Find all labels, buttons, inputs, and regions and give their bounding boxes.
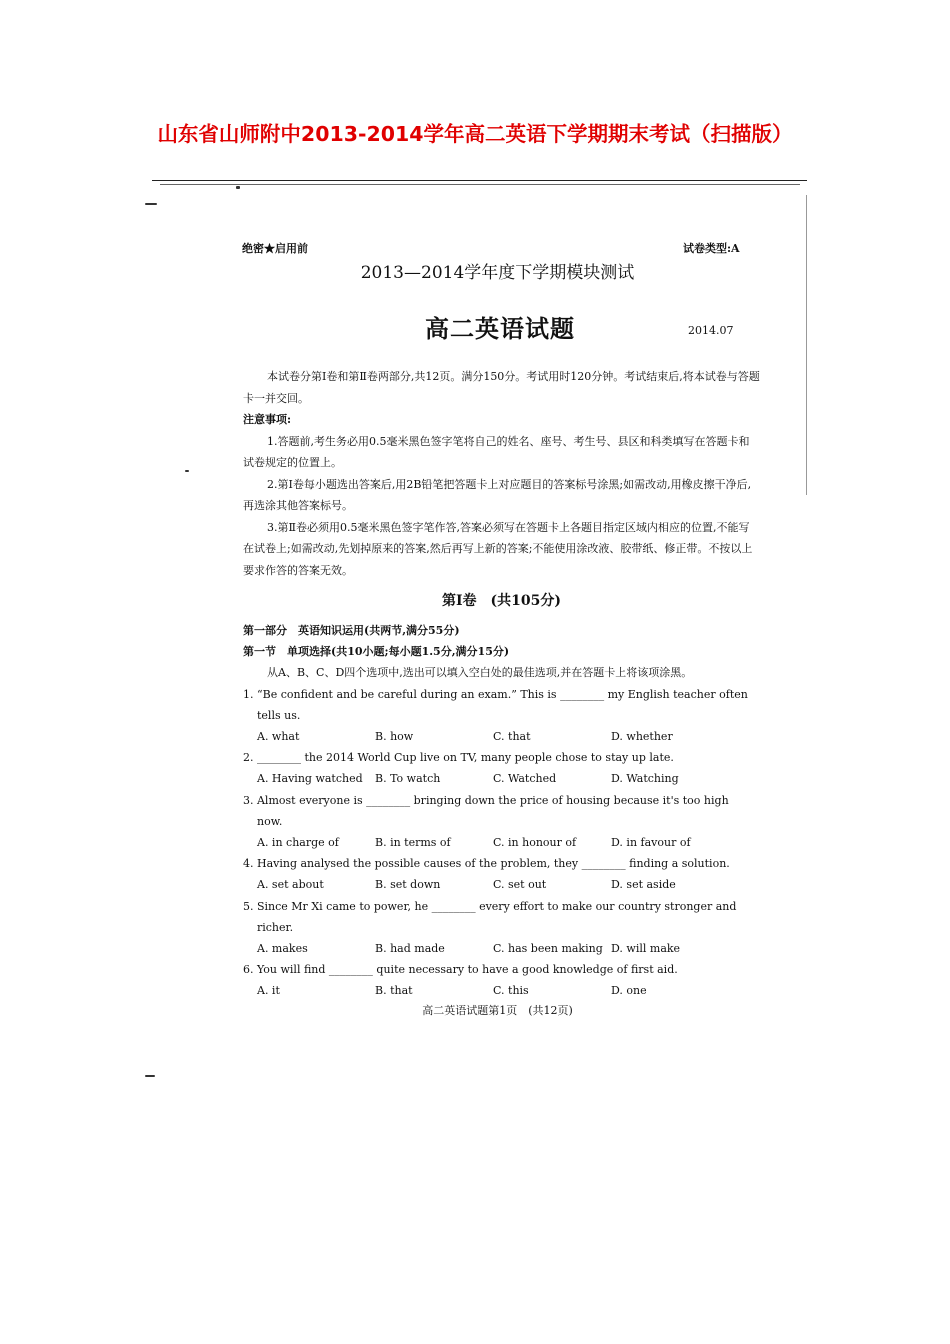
exam-title: 高二英语试题 bbox=[425, 314, 575, 343]
scan-speck bbox=[236, 186, 240, 189]
option-b: B. that bbox=[375, 984, 413, 998]
option-d: D. will make bbox=[611, 942, 681, 956]
exam-date: 2014.07 bbox=[688, 324, 734, 337]
note-2: 2.第Ⅰ卷每小题选出答案后,用2B铅笔把答题卡上对应题目的答案标号涂黑;如需改动,用橡皮擦干净后,再选涂其他答案标号。 bbox=[243, 477, 752, 512]
question-5-text: 5. Since Mr Xi came to power, he ________ every effort to make our country stronger and bbox=[243, 899, 737, 913]
option-a: A. makes bbox=[257, 942, 308, 956]
note-3: 3.第Ⅱ卷必须用0.5毫米黑色签字笔作答,答案必须写在答题卡上各题目指定区域内相应的位置,不能写在试卷上;如需改动,先划掉原来的答案,然后再写上新的答案;不能使用涂改液、胶带纸、修正带。不按以上要求作答的答案无效。 bbox=[243, 520, 753, 577]
question-3-options bbox=[243, 832, 760, 853]
paper-type: 试卷类型:A bbox=[683, 242, 740, 255]
question-4-text: 4. Having analysed the possible causes of the problem, they ________ finding a solution. bbox=[243, 857, 730, 871]
option-d: D. Watching bbox=[611, 772, 679, 786]
question-5-cont: richer. bbox=[257, 920, 294, 934]
question-4-options bbox=[243, 874, 760, 895]
question-6-options bbox=[243, 980, 760, 1001]
question-1-text: 1. “Be confident and be careful during an exam.” This is ________ my English teacher often bbox=[243, 687, 748, 701]
question-2-options bbox=[243, 768, 760, 789]
option-c: C. has been making bbox=[493, 942, 603, 956]
banner-title: 山东省山师附中2013-2014学年高二英语下学期期末考试（扫描版） bbox=[157, 122, 793, 146]
option-c: C. that bbox=[493, 730, 531, 744]
option-b: B. To watch bbox=[375, 772, 441, 786]
secret-label: 绝密★启用前 bbox=[242, 242, 308, 255]
question-1-options bbox=[243, 726, 760, 747]
scan-speck bbox=[145, 203, 157, 205]
question-3-cont: now. bbox=[257, 814, 283, 828]
option-a: A. in charge of bbox=[257, 836, 339, 850]
option-a: A. Having watched bbox=[257, 772, 363, 786]
note-1: 1.答题前,考生务必用0.5毫米黑色签字笔将自己的姓名、座号、考生号、县区和科类填写在答题卡和试卷规定的位置上。 bbox=[243, 434, 750, 469]
question-list bbox=[243, 620, 760, 1002]
option-d: D. one bbox=[611, 984, 647, 998]
exam-subtitle: 2013—2014学年度下学期模块测试 bbox=[360, 263, 635, 283]
scan-line bbox=[160, 184, 800, 185]
instructions bbox=[243, 366, 760, 581]
option-d: D. set aside bbox=[611, 878, 676, 892]
section-heading: 第一节 单项选择(共10小题;每小题1.5分,满分15分) bbox=[243, 645, 510, 659]
scan-speck bbox=[185, 470, 189, 472]
notes-label: 注意事项: bbox=[243, 413, 292, 426]
option-b: B. set down bbox=[375, 878, 441, 892]
question-3-text: 3. Almost everyone is ________ bringing down the price of housing because it's too high bbox=[243, 793, 729, 807]
option-c: C. Watched bbox=[493, 772, 557, 786]
question-6-text: 6. You will find ________ quite necessary to have a good knowledge of first aid. bbox=[243, 963, 678, 977]
question-2-text: 2. ________ the 2014 World Cup live on TV, many people chose to stay up late. bbox=[243, 751, 674, 765]
part-heading: 第一部分 英语知识运用(共两节,满分55分) bbox=[243, 624, 460, 637]
option-a: A. what bbox=[257, 730, 300, 744]
instructions-intro: 本试卷分第Ⅰ卷和第Ⅱ卷两部分,共12页。满分150分。考试用时120分钟。考试结束后,将本试卷与答题卡一并交回。 bbox=[243, 370, 760, 405]
scan-speck bbox=[145, 1075, 155, 1077]
option-b: B. had made bbox=[375, 942, 445, 956]
option-d: D. whether bbox=[611, 730, 673, 744]
section-instructions: 从A、B、C、D四个选项中,选出可以填入空白处的最佳选项,并在答题卡上将该项涂黑。 bbox=[267, 666, 693, 680]
scan-line bbox=[152, 180, 807, 181]
scan-line bbox=[806, 195, 807, 495]
section-title: 第Ⅰ卷 (共105分) bbox=[441, 593, 562, 609]
page-footer: 高二英语试题第1页 (共12页) bbox=[422, 1004, 573, 1017]
question-1-cont: tells us. bbox=[257, 708, 301, 722]
option-c: C. this bbox=[493, 984, 529, 998]
option-d: D. in favour of bbox=[611, 836, 691, 850]
option-a: A. it bbox=[257, 984, 280, 998]
option-b: B. how bbox=[375, 730, 414, 744]
question-5-options bbox=[243, 938, 760, 959]
option-a: A. set about bbox=[257, 878, 324, 892]
option-b: B. in terms of bbox=[375, 836, 451, 850]
option-c: C. set out bbox=[493, 878, 547, 892]
option-c: C. in honour of bbox=[493, 836, 577, 850]
